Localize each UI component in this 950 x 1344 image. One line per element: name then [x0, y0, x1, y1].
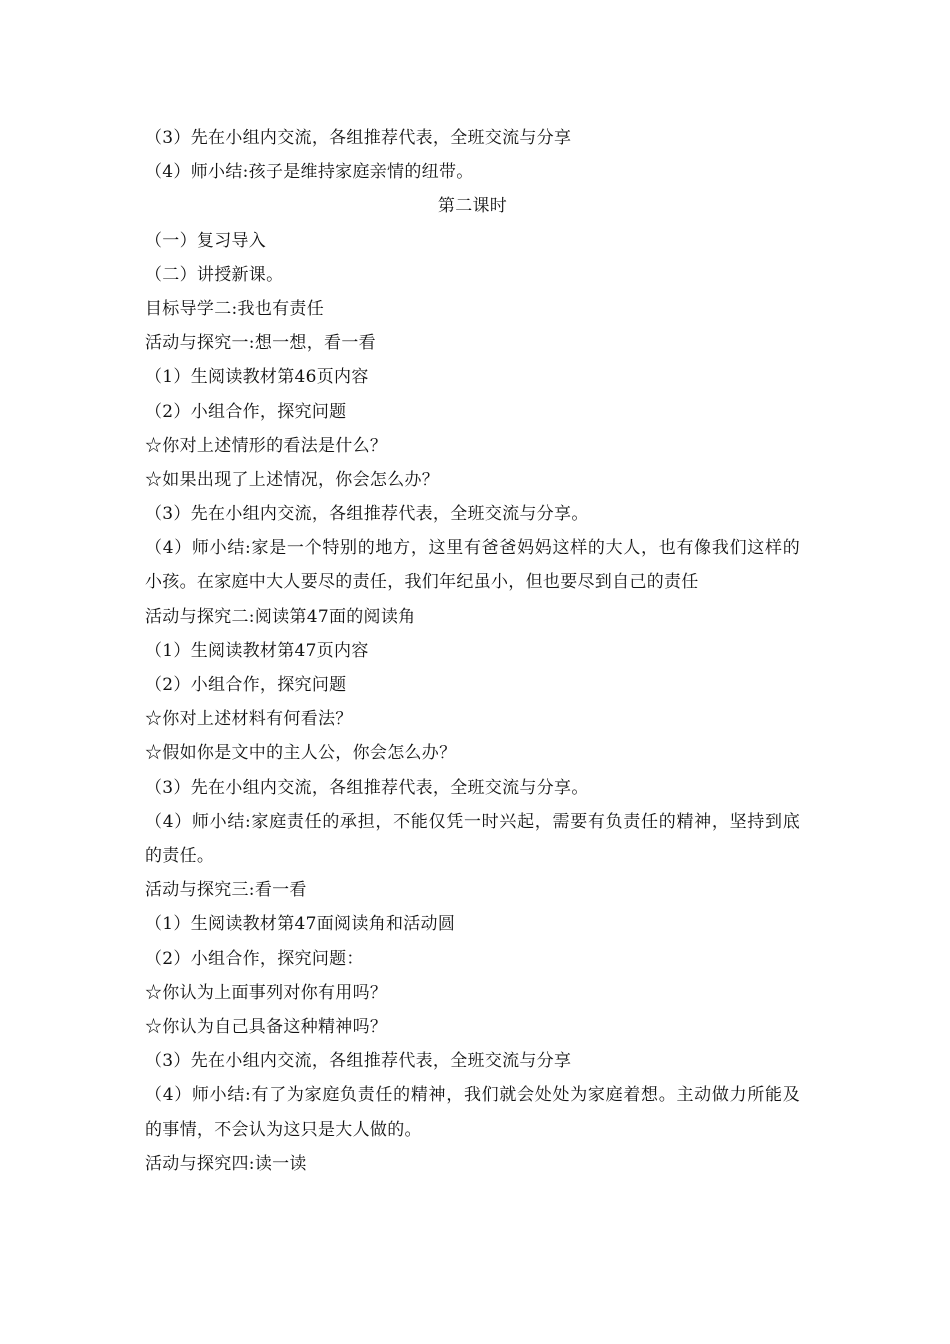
text-paragraph: （4）师小结:有了为家庭负责任的精神，我们就会处处为家庭着想。主动做力所能及的事情，不会认为这只是大人做的。 — [145, 1085, 800, 1140]
text-line: （2）小组合作，探究问题 — [145, 401, 347, 422]
text-line: （3）先在小组内交流，各组推荐代表，全班交流与分享。 — [145, 504, 589, 525]
text-line: ☆你对上述材料有何看法？ — [145, 709, 353, 730]
text-line: 活动与探究四:读一读 — [145, 1153, 307, 1174]
text-line: （1）生阅读教材第46页内容 — [145, 367, 369, 388]
text-line: ☆你认为自己具备这种精神吗？ — [145, 1016, 388, 1037]
text-line: （1）生阅读教材第47页内容 — [145, 640, 369, 661]
section-heading: 第二课时 — [437, 196, 508, 217]
text-line: （4）师小结:孩子是维持家庭亲情的纽带。 — [145, 162, 474, 183]
text-line: （3）先在小组内交流，各组推荐代表，全班交流与分享。 — [145, 777, 589, 798]
text-line: ☆你对上述情形的看法是什么？ — [145, 435, 388, 456]
text-line: （3）先在小组内交流，各组推荐代表，全班交流与分享 — [145, 128, 572, 148]
text-paragraph: （4）师小结:家是一个特别的地方，这里有爸爸妈妈这样的大人，也有像我们这样的小孩。在家庭中大人要尽的责任，我们年纪虽小，但也要尽到自己的责任 — [145, 538, 800, 593]
text-line: （二）讲授新课。 — [145, 264, 284, 285]
text-line: 活动与探究二:阅读第47面的阅读角 — [145, 606, 416, 627]
text-paragraph: （4）师小结:家庭责任的承担，不能仅凭一时兴起，需要有负责任的精神，坚持到底的责任。 — [145, 811, 800, 866]
text-line: （1）生阅读教材第47面阅读角和活动圆 — [145, 914, 456, 935]
text-line: ☆你认为上面事列对你有用吗？ — [145, 982, 388, 1003]
text-line: ☆如果出现了上述情况，你会怎么办？ — [145, 469, 440, 490]
document-body — [145, 121, 800, 1181]
text-line: （2）小组合作，探究问题： — [145, 948, 364, 969]
text-line: ☆假如你是文中的主人公，你会怎么办？ — [145, 743, 457, 764]
text-line: （2）小组合作，探究问题 — [145, 675, 347, 696]
text-line: （一）复习导入 — [145, 230, 267, 251]
text-line: 活动与探究一:想一想，看一看 — [145, 333, 376, 354]
text-line: （3）先在小组内交流，各组推荐代表，全班交流与分享 — [145, 1051, 572, 1072]
text-line: 活动与探究三:看一看 — [145, 880, 307, 901]
text-line: 目标导学二:我也有责任 — [145, 298, 325, 319]
